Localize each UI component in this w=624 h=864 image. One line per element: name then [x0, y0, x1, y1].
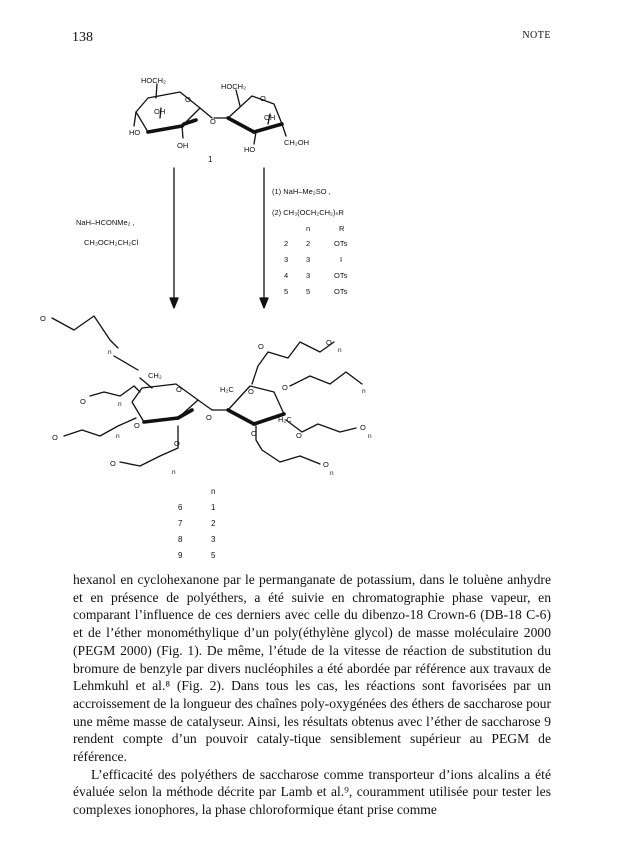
label-n: n — [116, 433, 120, 440]
reagent-n: 5 — [306, 287, 311, 296]
label-o: O — [258, 342, 264, 351]
reagent-r: I — [340, 255, 343, 264]
product-compound: 7 — [178, 519, 183, 528]
left-reagent-1: NaH–HCONMe₂ , — [76, 218, 135, 227]
page-number: 138 — [72, 30, 93, 45]
label-n: n — [118, 401, 122, 408]
label-o: O — [296, 431, 302, 440]
label-o: O — [174, 439, 180, 448]
label-o: O — [282, 383, 288, 392]
label-o: O — [323, 460, 329, 469]
label-ch2oh: CH₂OH — [284, 138, 309, 147]
reagent-r: OTs — [334, 271, 348, 280]
product-compound: 8 — [178, 535, 183, 544]
product-compound: 9 — [178, 551, 183, 560]
label-oh-2: OH — [264, 113, 276, 122]
product-n: 2 — [211, 519, 216, 528]
label-ring-o: O — [248, 387, 254, 396]
label-oh-1: OH — [154, 107, 166, 116]
reagent-compound: 5 — [284, 287, 289, 296]
label-bridge-o: O — [210, 117, 216, 126]
reagent-n: 3 — [306, 271, 311, 280]
reagent-r: OTs — [334, 239, 348, 248]
label-o: O — [110, 459, 116, 468]
label-h2c: H₂C — [220, 385, 234, 394]
product-n: 3 — [211, 535, 216, 544]
reagent-compound: 4 — [284, 271, 289, 280]
label-ch2: CH₂ — [148, 371, 162, 380]
reagent-n: 2 — [306, 239, 311, 248]
label-o: O — [326, 338, 332, 347]
right-reagent-2: (2) CH₃(OCH₂CH₂)ₙR — [272, 208, 344, 217]
label-o: O — [251, 429, 257, 438]
label-bridge-o: O — [206, 413, 212, 422]
product-n: 5 — [211, 551, 216, 560]
label-ring-o-left: O — [185, 95, 191, 104]
reagent-compound: 3 — [284, 255, 289, 264]
label-o: O — [40, 314, 46, 323]
product-header-n: n — [211, 487, 216, 496]
running-title: NOTE — [522, 30, 551, 41]
right-reagent-1: (1) NaH–Me₂SO , — [272, 187, 331, 196]
label-ho-1: HO — [129, 128, 141, 137]
product-compound: 6 — [178, 503, 183, 512]
paragraph-2: L’efficacité des polyéthers de saccharose comme transporteur d’ions alcalins a été évaluée selon la méthode décrite par Lamb et al.⁹, couramment utilisée pour tester les complexes ionophores, la phase chloroformique étant prise comme — [73, 766, 551, 818]
label-o: O — [134, 421, 140, 430]
label-n: n — [108, 349, 112, 356]
label-ring-o: O — [176, 385, 182, 394]
label-n: n — [362, 388, 366, 395]
label-o: O — [360, 423, 366, 432]
label-n: n — [368, 433, 372, 440]
label-hoch2-right: HOCH₂ — [221, 82, 246, 91]
reagent-r: OTs — [334, 287, 348, 296]
label-h2c: H₂C — [278, 415, 292, 424]
label-n: n — [330, 470, 334, 477]
label-hoch2-left: HOCH₂ — [141, 76, 166, 85]
label-n: n — [338, 347, 342, 354]
reagent-compound: 2 — [284, 239, 289, 248]
label-n: n — [172, 469, 176, 476]
reagent-n: 3 — [306, 255, 311, 264]
label-oh-3: OH — [177, 141, 189, 150]
body-text — [73, 571, 551, 819]
label-ho-2: HO — [244, 145, 256, 154]
label-o: O — [52, 433, 58, 442]
table-header-n: n — [306, 224, 311, 233]
left-reagent-2: CH₃OCH₂CH₂Cl — [84, 238, 139, 247]
label-o: O — [80, 397, 86, 406]
compound-number-1: 1 — [208, 155, 213, 164]
paragraph-1: hexanol en cyclohexanone par le permanganate de potassium, dans le toluène anhydre et en présence de polyéthers, a été suivie en chromatographie phase vapeur, en comparant l’influence de ces derniers avec celle du dibenzo-18 Crown-6 (DB-18 C-6) et de l’éther monométhylique d’un poly(éthylène glycol) de masse moléculaire 2000 (PEGM 2000) (Fig. 1). De même, l’étude de la vitesse de réaction de substitution du bromure de benzyle par divers nucléophiles a été abordée par référence aux travaux de Lehmkuhl et al.⁸ (Fig. 2). Dans tous les cas, les réactions sont favorisées par un accroissement de la longueur des chaînes poly-oxygénées des éthers de saccharose pour une même masse de catalyseur. Ainsi, les résultats obtenus avec l’éther de saccharose 9 rendent compte d’un pouvoir cataly-tique sensiblement supérieur au PEGM de référence. — [73, 572, 551, 765]
table-header-r: R — [339, 224, 345, 233]
product-n: 1 — [211, 503, 216, 512]
label-ring-o-right: O — [260, 94, 266, 103]
